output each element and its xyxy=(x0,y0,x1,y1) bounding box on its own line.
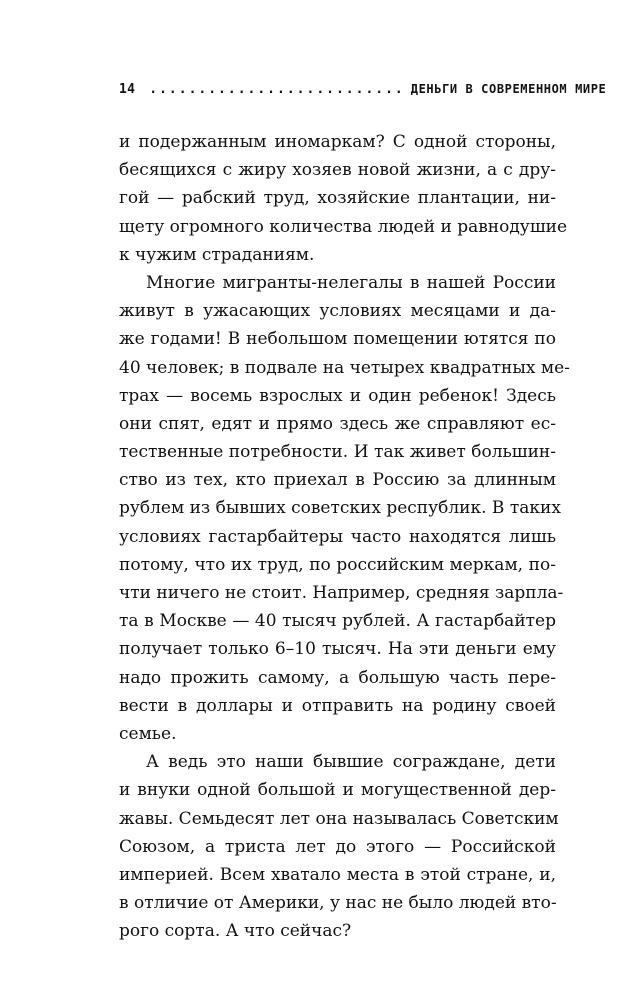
paragraph-1 xyxy=(119,128,568,269)
text-line: трах — восемь взрослых и один ребенок! Здесь xyxy=(119,385,556,406)
paragraph-3 xyxy=(119,748,559,945)
text-line: к чужим страданиям. xyxy=(119,244,315,265)
text-line: потому, что их труд, по российским меркам, по- xyxy=(119,554,556,575)
text-line: тественные потребности. И так живет большин- xyxy=(119,442,556,463)
text-line: семье. xyxy=(119,723,177,744)
text-line: рого сорта. А что сейчас? xyxy=(119,921,352,942)
text-line: вести в доллары и отправить на родину своей xyxy=(119,695,556,716)
text-line: же годами! В небольшом помещении ютятся по xyxy=(119,329,556,350)
text-line: жавы. Семьдесят лет она называлась Советским xyxy=(119,808,559,829)
text-line: ство из тех, кто приехал в Россию за длинным xyxy=(119,470,556,491)
text-line: 40 человек; в подвале на четырех квадратных ме- xyxy=(119,357,570,378)
running-head xyxy=(119,82,607,104)
text-line: в отличие от Америки, у нас не было людей вто- xyxy=(119,893,557,914)
text-line: условиях гастарбайтеры часто находятся лишь xyxy=(119,526,556,547)
running-title: ДЕНЬГИ В СОВРЕМЕННОМ МИРЕ xyxy=(410,82,607,96)
text-line: Многие мигранты-нелегалы в нашей России xyxy=(146,272,556,293)
text-line: и подержанным иномаркам? С одной стороны, xyxy=(119,132,556,152)
text-line: надо прожить самому, а большую часть пере- xyxy=(119,667,556,688)
text-line: и внуки одной большой и могущественной дер- xyxy=(119,780,556,801)
text-line: живут в ужасающих условиях месяцами и да- xyxy=(119,301,556,322)
text-line: они спят, едят и прямо здесь же справляют ес- xyxy=(119,413,556,434)
text-line: рублем из бывших советских республик. В таких xyxy=(119,498,561,519)
paragraph-2 xyxy=(119,269,570,748)
text-line: бесящихся с жиру хозяев новой жизни, а с дру- xyxy=(119,160,556,181)
text-line: чти ничего не стоит. Например, средняя зарпла- xyxy=(119,583,564,603)
text-line: Союзом, а триста лет до этого — Российской xyxy=(119,836,556,857)
page-number: 14 xyxy=(119,82,136,97)
text-line: получает только 6–10 тысяч. На эти деньги ему xyxy=(119,639,556,660)
text-line: А ведь это наши бывшие сограждане, дети xyxy=(146,752,556,773)
text-line: империей. Всем хватало места в этой стране, и, xyxy=(119,864,556,885)
leader-dots: .......................... xyxy=(149,82,405,97)
body-text xyxy=(119,128,570,945)
text-line: щету огромного количества людей и равнодушие xyxy=(119,216,568,237)
text-line: та в Москве — 40 тысяч рублей. А гастарбайтер xyxy=(119,611,556,632)
text-line: гой — рабский труд, хозяйские плантации, ни- xyxy=(119,188,556,209)
